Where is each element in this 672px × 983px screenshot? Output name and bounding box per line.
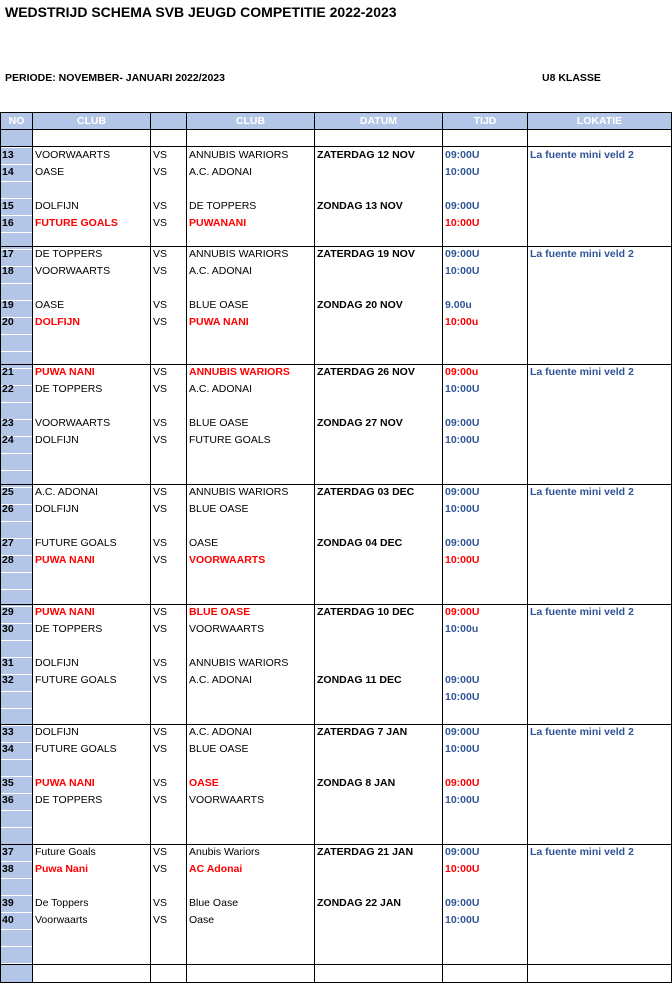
number-column-separator <box>1 283 32 284</box>
row-number: 29 <box>2 606 14 618</box>
number-column-separator <box>1 351 32 352</box>
cell-datum: ZONDAG 11 DEC <box>317 674 402 686</box>
cell-vs: VS <box>153 914 168 926</box>
cell-vs: VS <box>153 486 168 498</box>
cell-tijd: 10:00U <box>445 794 480 806</box>
cell-vs: VS <box>153 149 168 161</box>
cell-tijd: 09:00U <box>445 897 480 909</box>
row-number: 38 <box>2 863 14 875</box>
row-number: 26 <box>2 503 14 515</box>
cell-club2: VOORWAARTS <box>189 554 266 566</box>
number-column-separator <box>1 572 32 573</box>
cell-tijd: 10:00U <box>445 863 480 875</box>
cell-tijd: 10:00U <box>445 743 480 755</box>
cell-datum: ZATERDAG 7 JAN <box>317 726 408 738</box>
number-column-separator <box>1 759 32 760</box>
row-number: 37 <box>2 846 14 858</box>
cell-club1: De Toppers <box>35 897 89 909</box>
cell-club2: A.C. ADONAI <box>189 674 253 686</box>
column-line <box>0 112 1 983</box>
cell-club2: ANNUBIS WARIORS <box>189 486 289 498</box>
cell-vs: VS <box>153 265 168 277</box>
period-label: PERIODE: NOVEMBER- JANUARI 2022/2023 <box>5 72 225 84</box>
cell-club2: PUWA NANI <box>189 316 249 328</box>
cell-datum: ZONDAG 04 DEC <box>317 537 403 549</box>
cell-club1: DE TOPPERS <box>35 623 103 635</box>
cell-vs: VS <box>153 248 168 260</box>
number-column-separator <box>1 232 32 233</box>
row-number: 28 <box>2 554 14 566</box>
cell-club2: ANNUBIS WARIORS <box>189 248 289 260</box>
cell-tijd: 09:00U <box>445 846 480 858</box>
cell-tijd: 9.00u <box>445 299 472 311</box>
cell-tijd: 09:00U <box>445 726 480 738</box>
cell-club1: FUTURE GOALS <box>35 537 117 549</box>
row-number: 13 <box>2 149 14 161</box>
row-number: 16 <box>2 217 14 229</box>
cell-club1: A.C. ADONAI <box>35 486 99 498</box>
number-column-separator <box>1 827 32 828</box>
column-line <box>442 112 443 983</box>
cell-club2: PUWANANI <box>189 217 247 229</box>
row-number: 20 <box>2 316 14 328</box>
cell-vs: VS <box>153 217 168 229</box>
row-number: 24 <box>2 434 14 446</box>
cell-lokatie: La fuente mini veld 2 <box>530 846 634 858</box>
cell-tijd: 10:00U <box>445 166 480 178</box>
row-number: 23 <box>2 417 14 429</box>
cell-tijd: 10:00U <box>445 503 480 515</box>
row-number: 21 <box>2 366 14 378</box>
row-number: 19 <box>2 299 14 311</box>
row-number: 31 <box>2 657 14 669</box>
column-line <box>314 112 315 983</box>
number-column-separator <box>1 691 32 692</box>
cell-club2: BLUE OASE <box>189 417 249 429</box>
cell-lokatie: La fuente mini veld 2 <box>530 149 634 161</box>
number-column-separator <box>1 334 32 335</box>
header-datum: DATUM <box>315 113 442 129</box>
cell-club2: DE TOPPERS <box>189 200 257 212</box>
cell-club2: OASE <box>189 537 219 549</box>
block-line <box>0 964 672 965</box>
cell-tijd: 10:00U <box>445 217 480 229</box>
cell-club1: VOORWAARTS <box>35 265 111 277</box>
cell-club1: VOORWAARTS <box>35 149 111 161</box>
number-column-separator <box>1 589 32 590</box>
row-number: 35 <box>2 777 14 789</box>
row-number: 17 <box>2 248 14 260</box>
cell-vs: VS <box>153 657 168 669</box>
cell-club2: A.C. ADONAI <box>189 166 253 178</box>
cell-club1: OASE <box>35 299 65 311</box>
cell-club1: DOLFIJN <box>35 434 79 446</box>
cell-datum: ZONDAG 8 JAN <box>317 777 396 789</box>
cell-datum: ZONDAG 13 NOV <box>317 200 403 212</box>
cell-tijd: 09:00U <box>445 417 480 429</box>
cell-vs: VS <box>153 623 168 635</box>
cell-tijd: 09:00U <box>445 777 480 789</box>
header-no: NO <box>1 113 32 129</box>
cell-tijd: 09:00U <box>445 486 480 498</box>
column-line <box>186 112 187 983</box>
cell-vs: VS <box>153 726 168 738</box>
row-number: 30 <box>2 623 14 635</box>
header-vs-blank <box>151 113 186 129</box>
cell-tijd: 10:00U <box>445 265 480 277</box>
cell-vs: VS <box>153 606 168 618</box>
cell-club2: FUTURE GOALS <box>189 434 271 446</box>
number-column-separator <box>1 181 32 182</box>
cell-datum: ZATERDAG 19 NOV <box>317 248 415 260</box>
cell-tijd: 10:00u <box>445 316 479 328</box>
number-column-separator <box>1 946 32 947</box>
cell-tijd: 09:00U <box>445 674 480 686</box>
cell-vs: VS <box>153 366 168 378</box>
header-lokatie: LOKATIE <box>528 113 671 129</box>
cell-tijd: 10:00U <box>445 434 480 446</box>
cell-club1: PUWA NANI <box>35 777 95 789</box>
cell-vs: VS <box>153 200 168 212</box>
cell-vs: VS <box>153 316 168 328</box>
cell-vs: VS <box>153 166 168 178</box>
cell-datum: ZATERDAG 03 DEC <box>317 486 415 498</box>
column-line <box>32 112 33 983</box>
cell-club1: OASE <box>35 166 65 178</box>
cell-tijd: 09:00U <box>445 200 480 212</box>
cell-club1: DOLFIJN <box>35 726 79 738</box>
cell-club1: Puwa Nani <box>35 863 89 875</box>
row-number: 14 <box>2 166 14 178</box>
cell-club2: AC Adonai <box>189 863 243 875</box>
header-line <box>0 129 672 130</box>
cell-tijd: 10:00U <box>445 554 480 566</box>
column-line <box>150 112 151 983</box>
cell-tijd: 10:00U <box>445 383 480 395</box>
row-number: 39 <box>2 897 14 909</box>
cell-club2: BLUE OASE <box>189 606 251 618</box>
cell-club1: FUTURE GOALS <box>35 674 117 686</box>
cell-club1: DOLFIJN <box>35 316 80 328</box>
cell-lokatie: La fuente mini veld 2 <box>530 726 634 738</box>
cell-vs: VS <box>153 554 168 566</box>
cell-club1: DE TOPPERS <box>35 248 103 260</box>
cell-tijd: 10:00U <box>445 691 480 703</box>
cell-datum: ZATERDAG 10 DEC <box>317 606 415 618</box>
cell-datum: ZONDAG 20 NOV <box>317 299 403 311</box>
cell-club1: Voorwaarts <box>35 914 88 926</box>
cell-datum: ZATERDAG 21 JAN <box>317 846 414 858</box>
number-column-separator <box>1 453 32 454</box>
cell-lokatie: La fuente mini veld 2 <box>530 366 634 378</box>
cell-datum: ZONDAG 22 JAN <box>317 897 402 909</box>
cell-vs: VS <box>153 674 168 686</box>
row-number: 32 <box>2 674 14 686</box>
cell-vs: VS <box>153 897 168 909</box>
number-column-separator <box>1 929 32 930</box>
cell-club1: DE TOPPERS <box>35 383 103 395</box>
cell-vs: VS <box>153 537 168 549</box>
cell-club1: DOLFIJN <box>35 657 79 669</box>
cell-tijd: 09:00U <box>445 606 480 618</box>
cell-club1: DE TOPPERS <box>35 794 103 806</box>
row-number: 27 <box>2 537 14 549</box>
cell-club2: Blue Oase <box>189 897 239 909</box>
cell-club2: ANNUBIS WARIORS <box>189 657 289 669</box>
number-column-separator <box>1 521 32 522</box>
cell-club1: PUWA NANI <box>35 554 95 566</box>
row-number: 34 <box>2 743 14 755</box>
number-column-separator <box>1 402 32 403</box>
cell-lokatie: La fuente mini veld 2 <box>530 486 634 498</box>
cell-tijd: 10:00u <box>445 623 479 635</box>
header-club-home: CLUB <box>33 113 150 129</box>
cell-club1: DOLFIJN <box>35 503 79 515</box>
cell-vs: VS <box>153 417 168 429</box>
number-column-separator <box>1 810 32 811</box>
row-number: 18 <box>2 265 14 277</box>
cell-vs: VS <box>153 846 168 858</box>
cell-vs: VS <box>153 299 168 311</box>
number-column-separator <box>1 708 32 709</box>
cell-lokatie: La fuente mini veld 2 <box>530 248 634 260</box>
cell-club1: PUWA NANI <box>35 606 95 618</box>
cell-vs: VS <box>153 743 168 755</box>
cell-club2: BLUE OASE <box>189 503 249 515</box>
header-tijd: TIJD <box>443 113 527 129</box>
cell-vs: VS <box>153 794 168 806</box>
cell-vs: VS <box>153 777 168 789</box>
row-number: 15 <box>2 200 14 212</box>
row-number: 25 <box>2 486 14 498</box>
cell-club2: Anubis Wariors <box>189 846 260 858</box>
cell-club2: BLUE OASE <box>189 299 249 311</box>
column-line <box>527 112 528 983</box>
cell-club1: FUTURE GOALS <box>35 217 118 229</box>
cell-club2: VOORWAARTS <box>189 794 265 806</box>
class-label: U8 KLASSE <box>542 72 601 84</box>
cell-club1: Future Goals <box>35 846 96 858</box>
cell-vs: VS <box>153 503 168 515</box>
number-column-separator <box>1 470 32 471</box>
cell-tijd: 09:00U <box>445 149 480 161</box>
cell-tijd: 09:00U <box>445 537 480 549</box>
page-title: WEDSTRIJD SCHEMA SVB JEUGD COMPETITIE 2022-2023 <box>5 4 397 20</box>
cell-vs: VS <box>153 383 168 395</box>
cell-datum: ZATERDAG 12 NOV <box>317 149 415 161</box>
number-column-separator <box>1 878 32 879</box>
cell-club2: BLUE OASE <box>189 743 249 755</box>
cell-club1: VOORWAARTS <box>35 417 111 429</box>
row-number: 22 <box>2 383 14 395</box>
cell-club2: ANNUBIS WARIORS <box>189 366 290 378</box>
cell-club1: FUTURE GOALS <box>35 743 117 755</box>
cell-club2: OASE <box>189 777 219 789</box>
row-number: 33 <box>2 726 14 738</box>
cell-tijd: 09:00u <box>445 366 479 378</box>
cell-club2: A.C. ADONAI <box>189 265 253 277</box>
cell-datum: ZONDAG 27 NOV <box>317 417 403 429</box>
cell-club2: VOORWAARTS <box>189 623 265 635</box>
cell-club2: ANNUBIS WARIORS <box>189 149 289 161</box>
cell-lokatie: La fuente mini veld 2 <box>530 606 634 618</box>
cell-tijd: 09:00U <box>445 248 480 260</box>
cell-club2: A.C. ADONAI <box>189 726 253 738</box>
cell-club1: DOLFIJN <box>35 200 79 212</box>
cell-club1: PUWA NANI <box>35 366 95 378</box>
cell-vs: VS <box>153 863 168 875</box>
header-club-away: CLUB <box>187 113 314 129</box>
cell-club2: Oase <box>189 914 215 926</box>
cell-tijd: 10:00U <box>445 914 480 926</box>
cell-datum: ZATERDAG 26 NOV <box>317 366 415 378</box>
cell-club2: A.C. ADONAI <box>189 383 253 395</box>
number-column-separator <box>1 640 32 641</box>
row-number: 40 <box>2 914 14 926</box>
row-number: 36 <box>2 794 14 806</box>
cell-vs: VS <box>153 434 168 446</box>
